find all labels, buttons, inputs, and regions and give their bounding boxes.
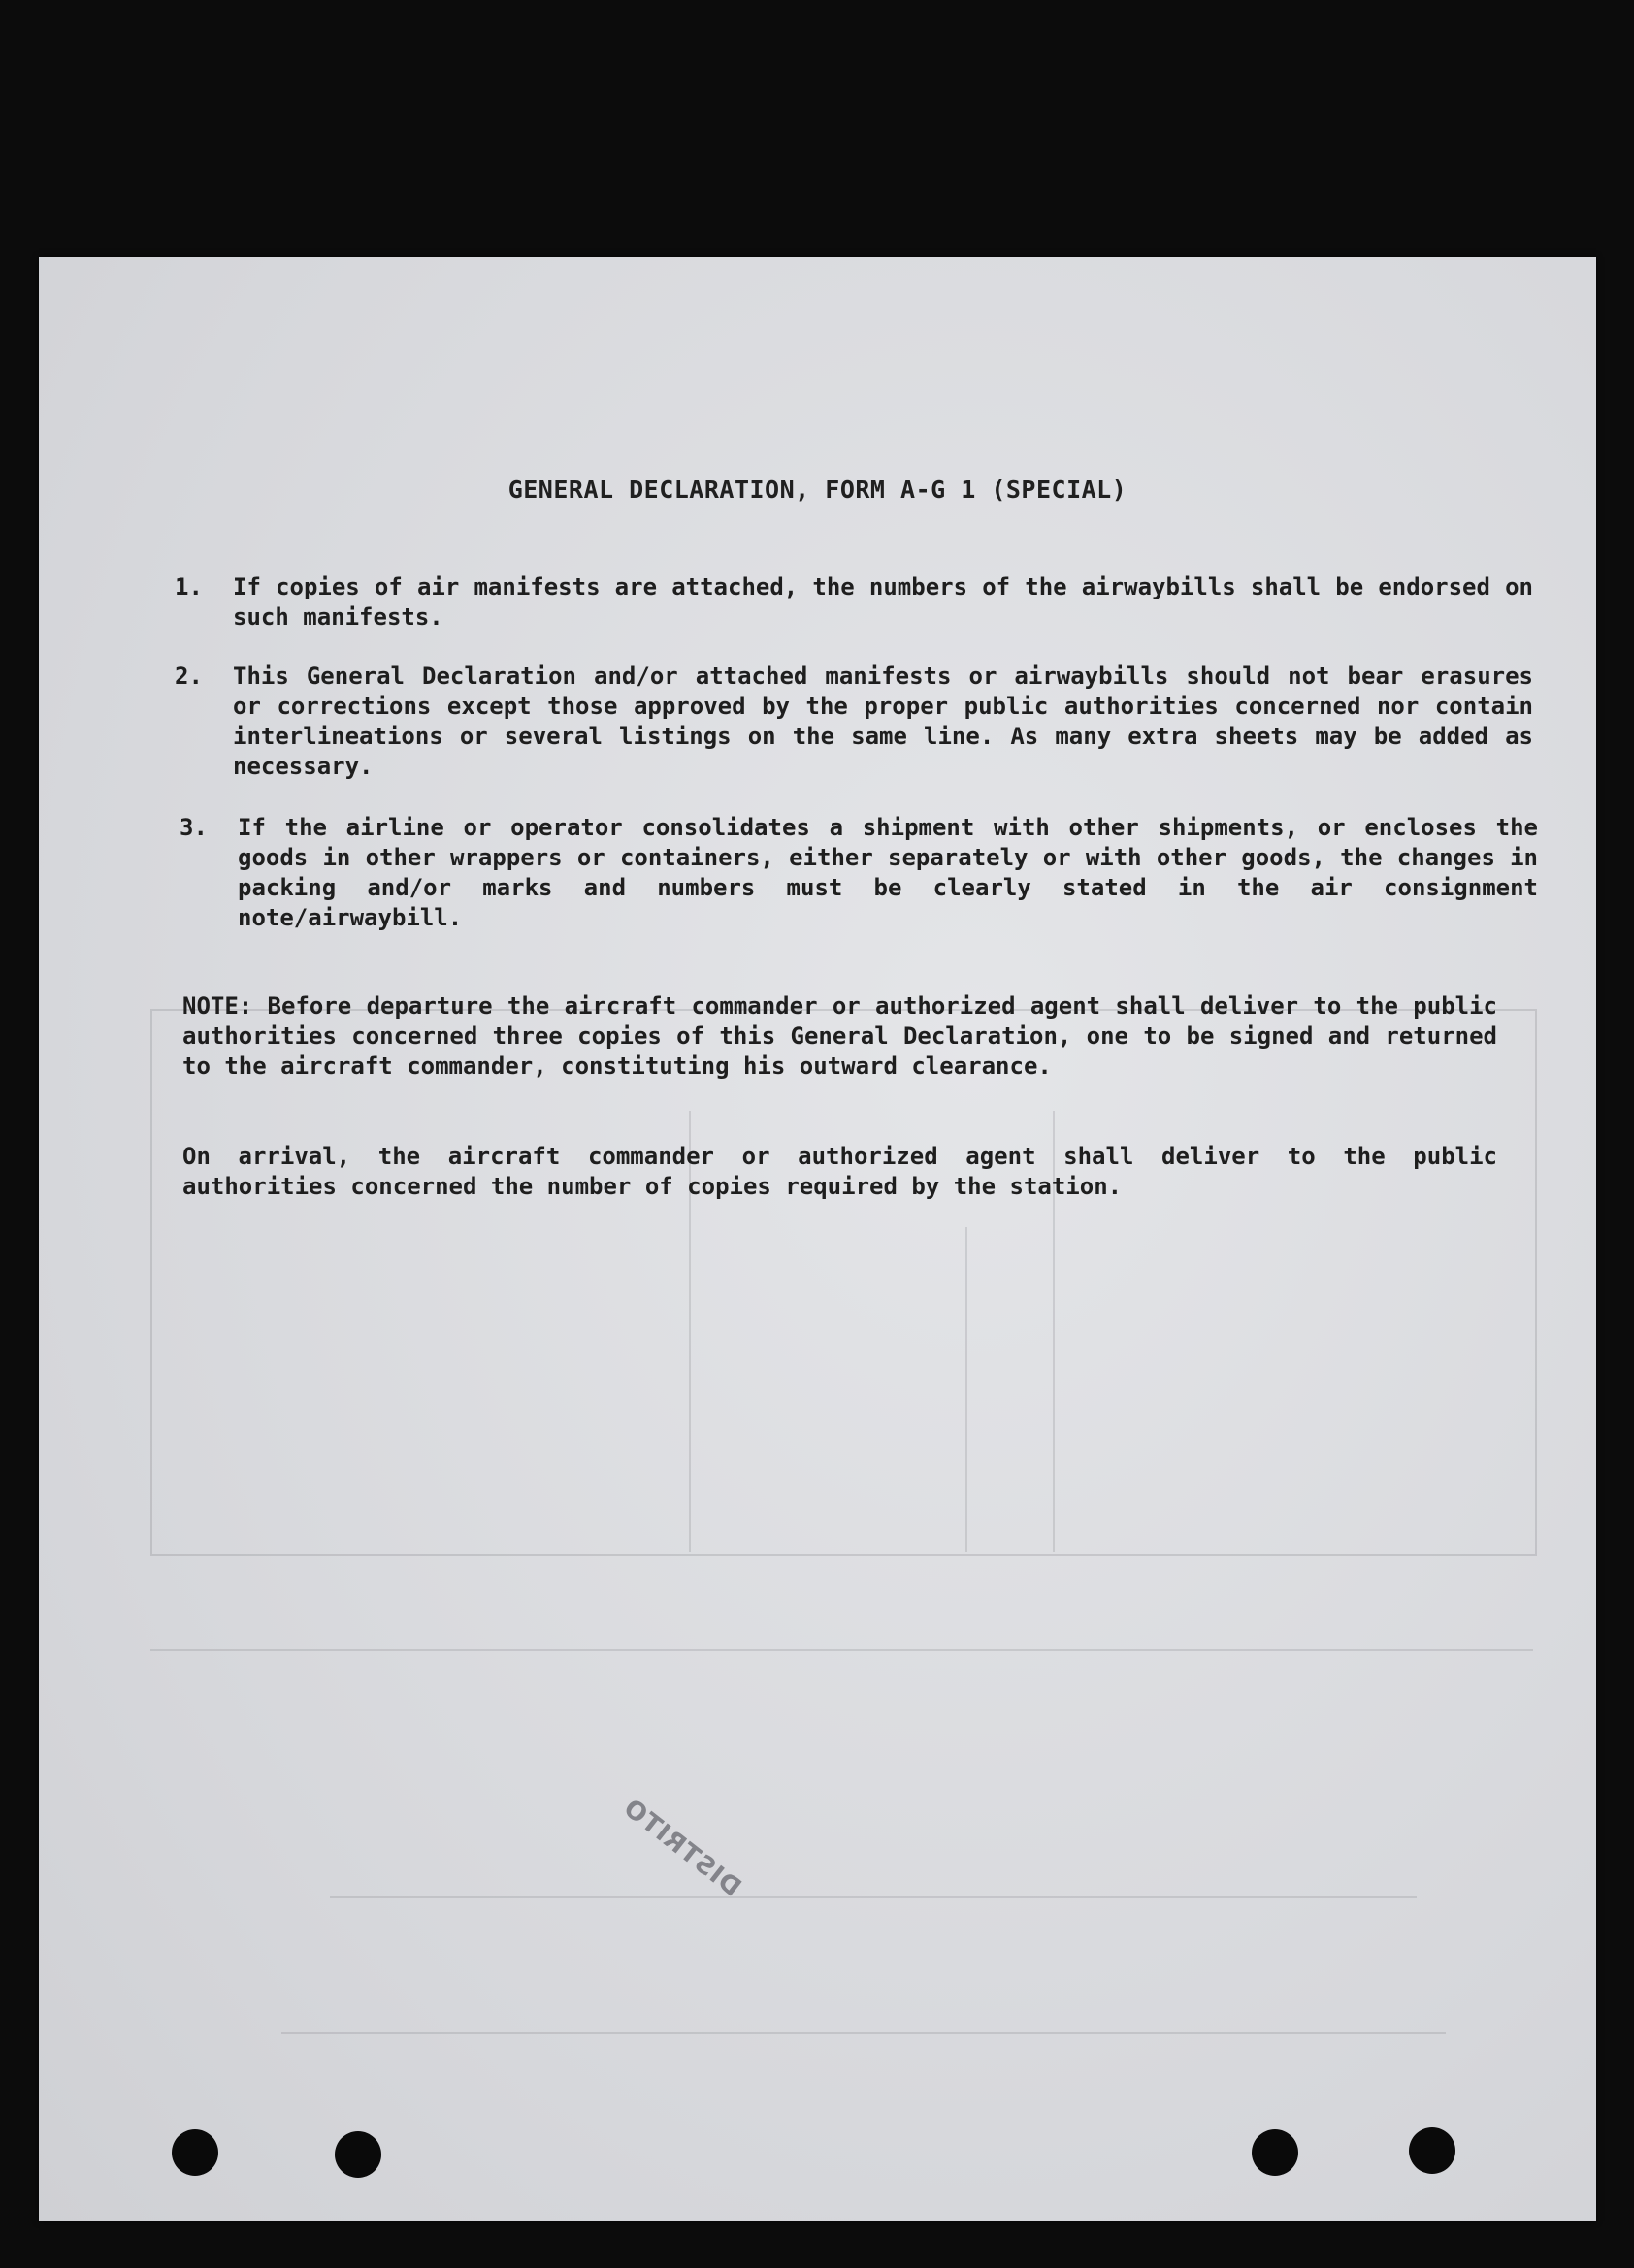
bleed-through-line: [281, 2032, 1446, 2034]
list-item: [175, 572, 1533, 640]
list-item-text: This General Declaration and/or attached manifests or airwaybills should not bear erasures or corrections except those approved by the proper public authorities concerned nor contain interlineations or several listings on the same line. As many extra sheets may be added as necessary.: [233, 663, 1533, 780]
document-title: GENERAL DECLARATION, FORM A-G 1 (SPECIAL): [507, 475, 1127, 503]
list-item: [175, 662, 1533, 788]
punch-hole: [172, 2129, 218, 2176]
document-page: [39, 257, 1596, 2221]
list-item-number: 2.: [175, 663, 203, 690]
punch-hole: [1409, 2127, 1455, 2174]
list-item-text: If copies of air manifests are attached, the numbers of the airwaybills shall be endorsed on such manifests.: [233, 573, 1533, 631]
arrival-paragraph: On arrival, the aircraft commander or authorized agent shall deliver to the public authorities concerned the number of copies required by the station.: [182, 1143, 1497, 1200]
bleed-through-line: [330, 1896, 1417, 1898]
list-item-text: If the airline or operator consolidates a shipment with other shipments, or encloses the goods in other wrappers or containers, either separately or with other goods, the changes in packing and/or marks and numbers must be clearly stated in the air consignment note/airwaybill.: [238, 814, 1538, 931]
list-item: [180, 813, 1538, 939]
note-paragraph: NOTE: Before departure the aircraft commander or authorized agent shall deliver to the public authorities concerned three copies of this General Declaration, one to be signed and returned to the aircraft commander, constituting his outward clearance.: [182, 992, 1497, 1080]
list-item-number: 1.: [175, 573, 203, 600]
bleed-through-stamp: DISTRITO: [617, 1793, 747, 1903]
bleed-through-line: [150, 1649, 1533, 1651]
list-item-number: 3.: [180, 814, 208, 841]
punch-hole: [335, 2131, 381, 2178]
bleed-through-line: [965, 1227, 967, 1552]
bleed-through-frame: [150, 1009, 1537, 1556]
punch-hole: [1252, 2129, 1298, 2176]
